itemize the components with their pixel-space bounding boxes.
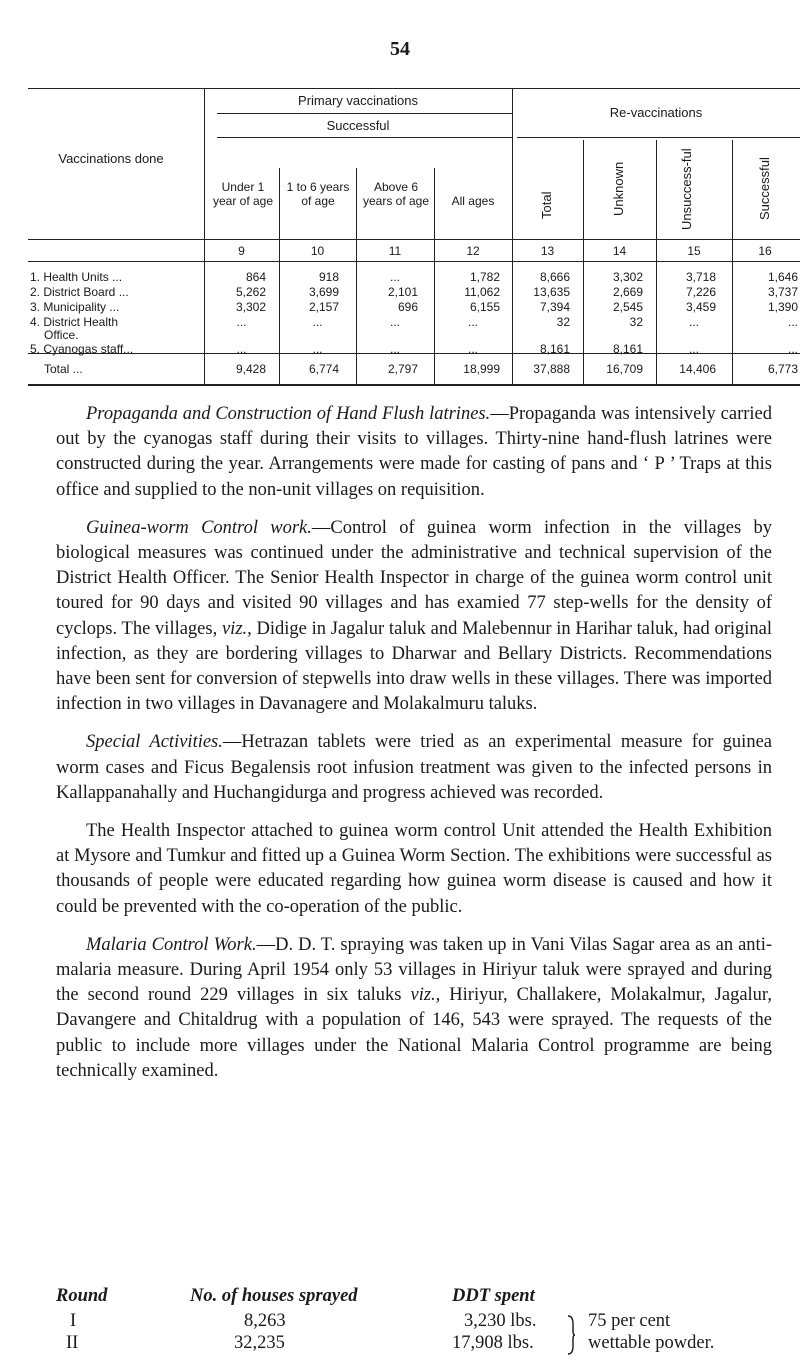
paragraph-special-activities: Special Activities.—Hetrazan tablets were tried as an experimental measure for guinea worm cases and Ficus Begalensis root infusion treatment was given to the infected persons in Kallappanahally and Huchangidurga and progress achieved was recorded. [56, 732, 772, 803]
heading-special-activities: Special Activities. [86, 732, 223, 753]
ddt-round: I [70, 1311, 77, 1331]
ddt-houses: 32,235 [234, 1333, 285, 1353]
cell: 32 [556, 315, 570, 329]
vaccination-table [0, 88, 800, 394]
total-cell: 2,797 [387, 362, 418, 376]
total-cell: 18,999 [463, 362, 500, 376]
cell: 1,646 [767, 270, 798, 284]
row-label: 5. Cyanogas staff... [30, 342, 134, 356]
cell: ... [236, 342, 247, 356]
cell: ... [312, 315, 323, 329]
ddt-note-line1: 75 per cent [588, 1311, 671, 1331]
cell: 6,155 [469, 300, 500, 314]
ddt-spent: 3,230 lbs. [464, 1311, 537, 1331]
cell: 2,669 [612, 285, 643, 299]
cell: ... [688, 315, 699, 329]
rule-re [517, 137, 800, 138]
cell: 8,161 [612, 342, 643, 356]
total-cell: 16,709 [606, 362, 643, 376]
col-number-15: 15 [687, 244, 701, 258]
successful-group-header: Successful [326, 118, 390, 133]
page-number: 54 [390, 38, 410, 60]
re-vaccination-group-header: Re-vaccinations [609, 105, 703, 120]
cell: ... [389, 342, 400, 356]
cell: 3,302 [235, 300, 266, 314]
primary-group-header: Primary vaccinations [298, 93, 418, 108]
cell: ... [389, 315, 400, 329]
cell: 864 [245, 270, 266, 284]
row-label: 2. District Board ... [30, 285, 129, 299]
col-number-12: 12 [466, 244, 480, 258]
cell: 7,394 [539, 300, 570, 314]
total-cell: 6,773 [767, 362, 798, 376]
col-header-unsuccessful: Unsuccess-ful [679, 148, 694, 230]
ddt-houses: 8,263 [244, 1311, 286, 1331]
cell: 918 [318, 270, 339, 284]
heading-guinea-worm: Guinea-worm Control work. [86, 517, 312, 538]
cell: ... [389, 270, 400, 284]
cell: 11,062 [464, 285, 500, 299]
cell: 8,666 [539, 270, 570, 284]
col-header-unknown: Unknown [611, 161, 626, 217]
col-header-successful: Successful [757, 157, 772, 221]
total-cell: 37,888 [533, 362, 570, 376]
cell: 3,302 [612, 270, 643, 284]
col-number-11: 11 [388, 244, 402, 258]
row-label: 3. Municipality ... [30, 300, 120, 314]
ddt-spent: 17,908 lbs. [452, 1333, 534, 1353]
total-label: Total ... [44, 362, 83, 376]
row-label-continued: Office. [44, 328, 79, 342]
cell: 2,545 [612, 300, 643, 314]
col-number-16: 16 [758, 244, 772, 258]
col-number-13: 13 [540, 244, 555, 258]
col-header-above-6: Above 6 years of age [362, 180, 430, 208]
vrule-5 [512, 88, 513, 384]
cell: 32 [629, 315, 643, 329]
cell: ... [467, 342, 478, 356]
cell: 1,390 [767, 300, 798, 314]
brace-icon [566, 1314, 576, 1356]
cell: ... [688, 342, 699, 356]
paragraph-latrines: Propaganda and Construction of Hand Flush latrines.—Propaganda was intensively carried out by the cyanogas staff during their visits to villages. Thirty-nine hand-flush latrines were constructed during the year. Arrangements were made for casting of pans and ‘ P ’ Traps at this office and supplied to the non-unit villages on requisition. [56, 404, 772, 500]
cell: 3,459 [685, 300, 716, 314]
cell: 5,262 [235, 285, 266, 299]
rule-primary [217, 113, 512, 114]
ddt-round: II [66, 1333, 79, 1353]
cell: 2,157 [308, 300, 339, 314]
body-text [56, 402, 772, 1097]
ddt-header-houses: No. of houses sprayed [190, 1286, 358, 1306]
cell: 3,718 [685, 270, 716, 284]
heading-latrines: Propaganda and Construction of Hand Flush latrines. [86, 404, 491, 424]
row-header: Vaccinations done [58, 151, 164, 166]
rule-bottom [28, 384, 800, 386]
cell: ... [236, 315, 247, 329]
cell: 2,101 [387, 285, 418, 299]
col-number-9: 9 [238, 244, 245, 258]
paragraph-health-exhibition: The Health Inspector attached to guinea worm control Unit attended the Health Exhibition at Mysore and Tumkur and fitted up a Guinea Worm Section. The exhibitions were successful as thousands of people were educated regarding how guinea worm disease is caused and how it could be prevented with the co-operation of the public. [56, 821, 772, 917]
row-label: 4. District Health [30, 315, 119, 329]
row-label: 1. Health Units ... [30, 270, 123, 284]
cell: ... [787, 315, 798, 329]
cell: 3,737 [767, 285, 798, 299]
cell: 3,699 [308, 285, 339, 299]
heading-malaria: Malaria Control Work. [86, 934, 257, 955]
paragraph-guinea-worm: Guinea-worm Control work.—Control of guinea worm infection in the villages by biological measures was continued under the administrative and technical supervision of the District Health Officer. The Senior Health Inspector in charge of the guinea worm control unit toured for 90 days and visited 90 villages and has examied 77 step-wells for the density of cyclops. The villages, viz., Didige in Jagalur taluk and Malebennur in Harihar taluk, had original infection, as they are bordering villages to Dharwar and Bellary Districts. Recommendations have been sent for conversion of stepwells into draw wells in these villages. There was imported infection in two villages in Davanagere and Molakalmuru taluks. [56, 517, 773, 715]
cell: ... [467, 315, 478, 329]
rule-header-bottom [28, 239, 800, 240]
ddt-note-line2: wettable powder. [588, 1333, 715, 1353]
cell: 696 [397, 300, 418, 314]
col-header-under-1: Under 1 year of age [212, 180, 274, 208]
cell: 8,161 [539, 342, 570, 356]
cell: 1,782 [469, 270, 500, 284]
total-cell: 9,428 [235, 362, 266, 376]
cell: 13,635 [533, 285, 570, 299]
cell: ... [312, 342, 323, 356]
col-number-14: 14 [612, 244, 627, 258]
rule-successful [217, 137, 512, 138]
col-header-total: Total [539, 191, 554, 219]
cell: 7,226 [685, 285, 716, 299]
total-cell: 6,774 [308, 362, 339, 376]
col-number-10: 10 [310, 244, 325, 258]
col-header-1-to-6: 1 to 6 years of age [286, 180, 350, 208]
cell: ... [787, 342, 798, 356]
rule-numbers-bottom [28, 261, 800, 262]
rule-top [28, 88, 800, 89]
total-cell: 14,406 [679, 362, 716, 376]
paragraph-malaria: Malaria Control Work.—D. D. T. spraying was taken up in Vani Vilas Sagar area as an anti-malaria measure. During April 1954 only 53 villages in Hiriyur taluk were sprayed and during the second round 229 villages in six taluks viz., Hiriyur, Challakere, Molakalmur, Jagalur, Davangere and Chitaldrug with a population of 146, 543 were sprayed. The requests of the public to include more villages under the National Malaria Control programme are being technically examined. [56, 934, 772, 1081]
ddt-header-round: Round [56, 1286, 108, 1306]
ddt-header-ddt: DDT spent [452, 1286, 535, 1306]
col-header-all-ages: All ages [451, 194, 495, 208]
